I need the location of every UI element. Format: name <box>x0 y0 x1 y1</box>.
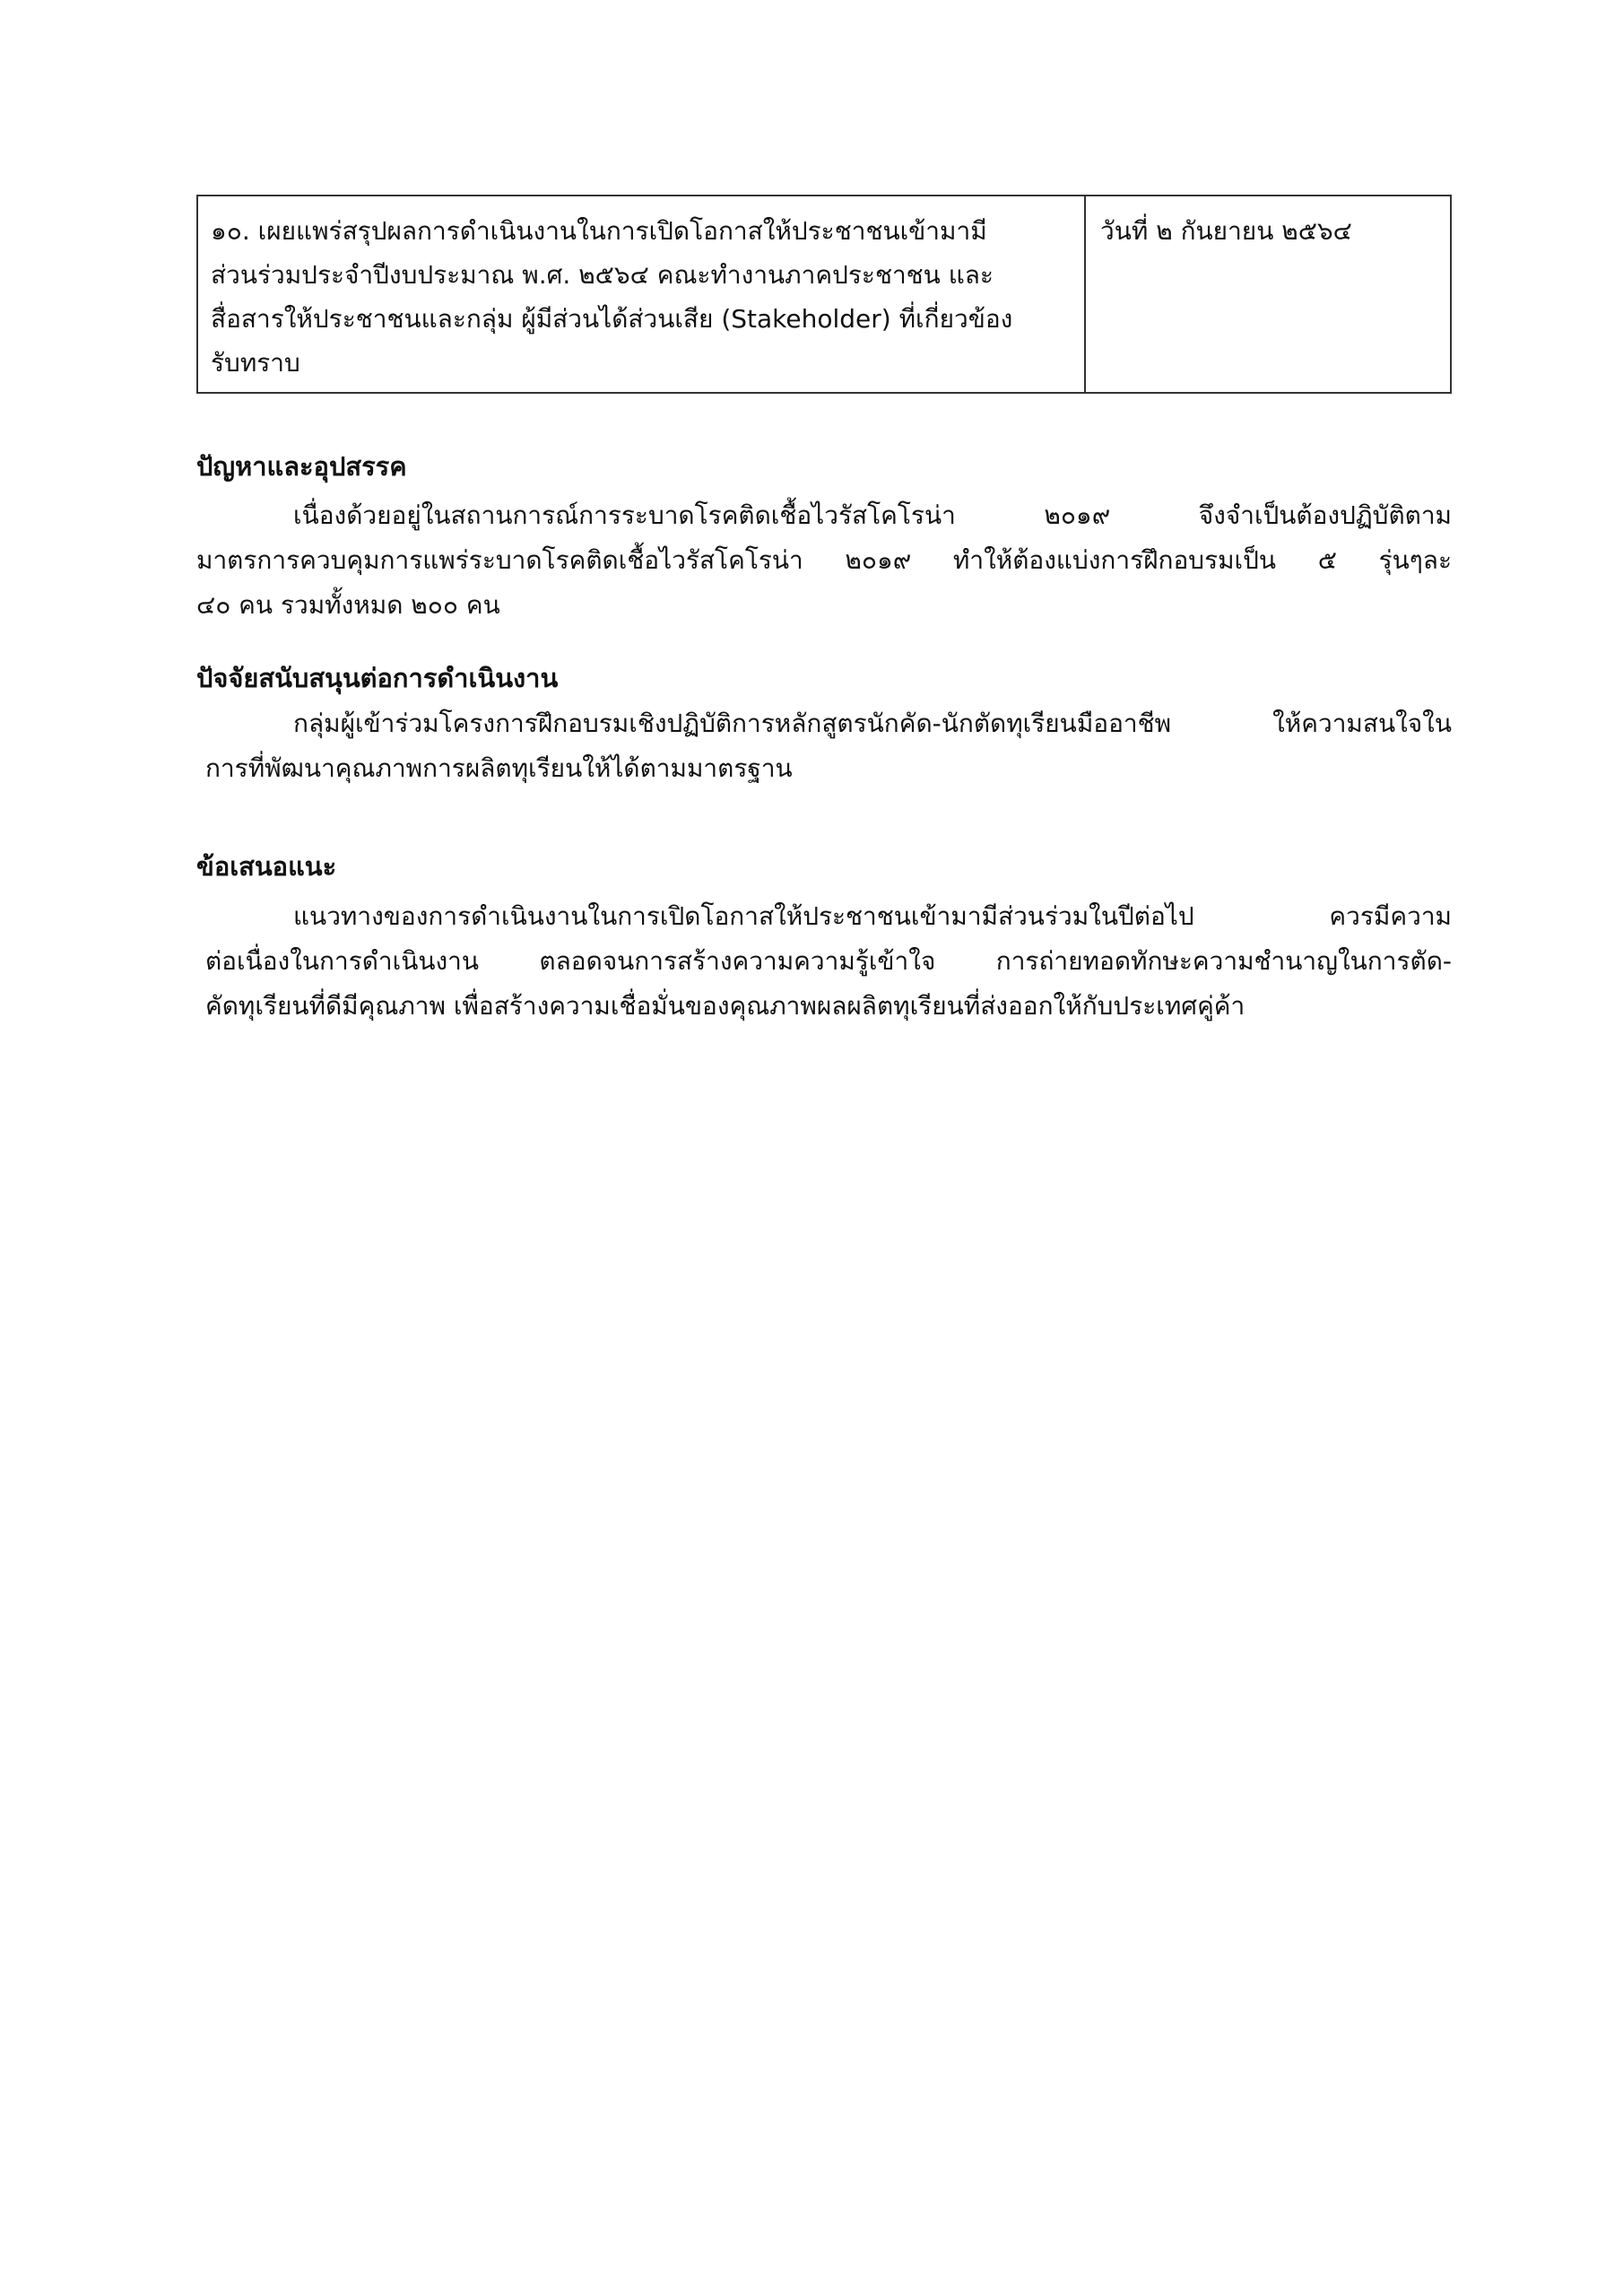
suggestions-heading: ข้อเสนอแนะ <box>196 851 337 882</box>
activity-line: ส่วนร่วมประจำปีงบประมาณ พ.ศ. ๒๕๖๔ คณะทำงานภาคประชาชน และ <box>211 260 994 290</box>
problems-heading: ปัญหาและอุปสรรค <box>196 451 407 482</box>
activity-line: ๑๐. เผยแพร่สรุปผลการดำเนินงานในการเปิดโอกาสให้ประชาชนเข้ามามี <box>211 216 987 246</box>
activity-cell <box>198 196 1086 392</box>
paragraph-line: กลุ่มผู้เข้าร่วมโครงการฝึกอบรมเชิงปฏิบัติการหลักสูตรนักคัด-นักตัดทุเรียนมืออาชีพ ให้ความสนใจใน <box>293 709 1452 738</box>
activity-date: วันที่ ๒ กันยายน ๒๕๖๔ <box>1100 216 1352 246</box>
activity-line: รับทราบ <box>211 348 300 378</box>
paragraph-line: ๔๐ คน รวมทั้งหมด ๒๐๐ คน <box>196 590 500 620</box>
paragraph-line: ต่อเนื่องในการดำเนินงาน ตลอดจนการสร้างความความรู้เข้าใจ การถ่ายทอดทักษะความชำนาญในการตัด- <box>205 946 1452 976</box>
problems-paragraph <box>196 493 1452 628</box>
activity-line: สื่อสารให้ประชาชนและกลุ่ม ผู้มีส่วนได้ส่วนเสีย (Stakeholder) ที่เกี่ยวข้อง <box>211 304 1013 334</box>
suggestions-paragraph <box>196 894 1452 1029</box>
paragraph-line: เนื่องด้วยอยู่ในสถานการณ์การระบาดโรคติดเชื้อไวรัสโคโรน่า ๒๐๑๙ จึงจำเป็นต้องปฏิบัติตาม <box>293 500 1452 530</box>
date-cell <box>1086 196 1450 392</box>
paragraph-line: แนวทางของการดำเนินงานในการเปิดโอกาสให้ประชาชนเข้ามามีส่วนร่วมในปีต่อไป ควรมีความ <box>293 901 1452 931</box>
support-heading: ปัจจัยสนับสนุนต่อการดำเนินงาน <box>196 663 559 693</box>
paragraph-line: คัดทุเรียนที่ดีมีคุณภาพ เพื่อสร้างความเชื่อมั่นของคุณภาพผลผลิตทุเรียนที่ส่งออกให้กับประเทศคู่ค้า <box>205 991 1245 1021</box>
paragraph-line: มาตรการควบคุมการแพร่ระบาดโรคติดเชื้อไวรัสโคโรน่า ๒๐๑๙ ทำให้ต้องแบ่งการฝึกอบรมเป็น ๕ รุ่นๆละ <box>196 545 1452 575</box>
paragraph-line: การที่พัฒนาคุณภาพการผลิตทุเรียนให้ได้ตามมาตรฐาน <box>205 753 793 783</box>
support-paragraph <box>196 701 1452 791</box>
activity-table <box>196 195 1452 394</box>
